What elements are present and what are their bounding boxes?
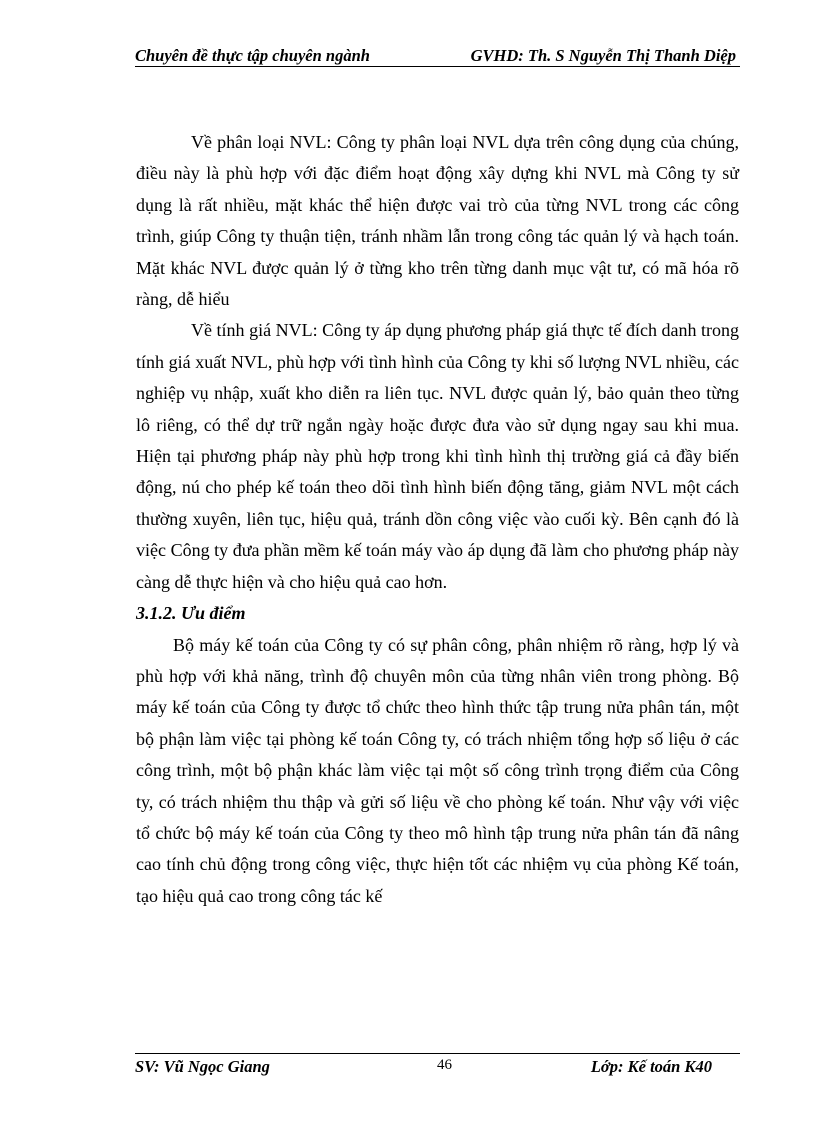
header-document-title: Chuyên đề thực tập chuyên ngành xyxy=(135,46,370,65)
page-number: 46 xyxy=(437,1057,452,1073)
section-heading: 3.1.2. Ưu điểm xyxy=(136,603,246,624)
paragraph-advantages: Bộ máy kế toán của Công ty có sự phân công, phân nhiệm rõ ràng, hợp lý và phù hợp với khả năng, trình độ chuyên môn của từng nhân viên trong phòng. Bộ máy kế toán của Công ty được tổ chức theo hình thức tập trung nửa phân tán, một bộ phận làm việc tại phòng kế toán Công ty, có trách nhiệm tổng hợp số liệu ở các công trình, một bộ phận khác làm việc tại một số công trình trọng điểm của Công ty, có trách nhiệm thu thập và gửi số liệu về cho phòng kế toán. Như vậy với việc tổ chức bộ máy kế toán của Công ty theo mô hình tập trung nửa phân tán đã nâng cao tính chủ động trong công việc, thực hiện tốt các nhiệm vụ của phòng Kế toán, tạo hiệu quả cao trong công tác kế xyxy=(136,634,739,906)
footer-student: SV: Vũ Ngọc Giang xyxy=(135,1057,270,1076)
page-footer xyxy=(135,1053,740,1078)
paragraph-material-pricing: Về tính giá NVL: Công ty áp dụng phương pháp giá thực tế đích danh trong tính giá xuất NVL, phù hợp với tình hình của Công ty khi số lượng NVL nhiều, các nghiệp vụ nhập, xuất kho diễn ra liên tục. NVL được quản lý, bảo quản theo từng lô riêng, có thể dự trữ ngắn ngày hoặc được đưa vào sử dụng ngay sau khi mua. Hiện tại phương pháp này phù hợp trong khi tình hình thị trường giá cả đầy biến động, nú cho phép kế toán theo dõi tình hình biến động tăng, giảm NVL một cách thường xuyên, liên tục, hiệu quả, tránh dồn công việc vào cuối kỳ. Bên cạnh đó là việc Công ty đưa phần mềm kế toán máy vào áp dụng đã làm cho phương pháp này càng dễ thực hiện và cho hiệu quả cao hơn. xyxy=(136,320,739,592)
header-supervisor: GVHD: Th. S Nguyễn Thị Thanh Diệp xyxy=(470,46,736,65)
footer-class: Lớp: Kế toán K40 xyxy=(590,1057,712,1076)
page-header xyxy=(135,44,740,67)
page-body xyxy=(136,127,739,912)
paragraph-material-classification: Về phân loại NVL: Công ty phân loại NVL dựa trên công dụng của chúng, điều này là phù hợp với đặc điểm hoạt động xây dựng khi NVL mà Công ty sử dụng là rất nhiều, mặt khác thể hiện được vai trò của từng NVL trong các công trình, giúp Công ty thuận tiện, tránh nhầm lẫn trong công tác quản lý và hạch toán. Mặt khác NVL được quản lý ở từng kho trên từng danh mục vật tư, có mã hóa rõ ràng, dễ hiểu xyxy=(136,132,739,310)
